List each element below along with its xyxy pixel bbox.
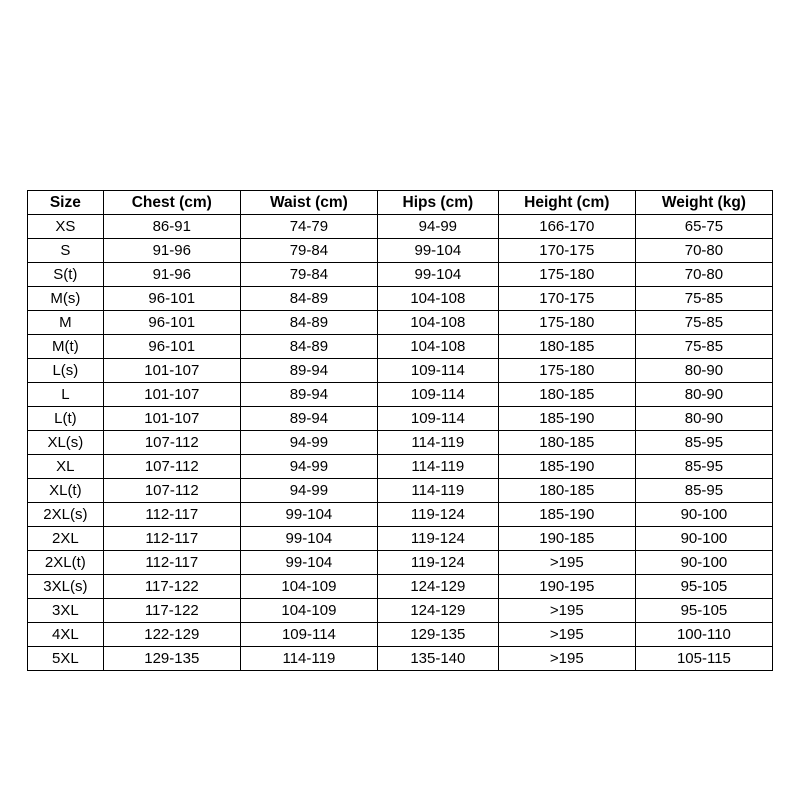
measurement-cell: 112-117 [103,503,240,527]
measurement-cell: 170-175 [498,239,635,263]
table-row [28,335,773,359]
measurement-cell: 65-75 [635,215,772,239]
table-row [28,479,773,503]
table-header [28,191,773,215]
measurement-cell: 99-104 [240,503,377,527]
measurement-cell: 129-135 [103,647,240,671]
measurement-cell: 79-84 [240,239,377,263]
measurement-cell: 185-190 [498,503,635,527]
column-header: Weight (kg) [635,191,772,215]
size-cell: XL(t) [28,479,104,503]
size-cell: M [28,311,104,335]
measurement-cell: 80-90 [635,407,772,431]
measurement-cell: 190-185 [498,527,635,551]
measurement-cell: 104-108 [377,287,498,311]
measurement-cell: 180-185 [498,431,635,455]
measurement-cell: 112-117 [103,527,240,551]
measurement-cell: 99-104 [240,551,377,575]
measurement-cell: 119-124 [377,503,498,527]
measurement-cell: 109-114 [377,407,498,431]
measurement-cell: 107-112 [103,431,240,455]
measurement-cell: 99-104 [240,527,377,551]
measurement-cell: 175-180 [498,359,635,383]
size-cell: XS [28,215,104,239]
size-cell: 4XL [28,623,104,647]
table-body [28,215,773,671]
measurement-cell: 104-109 [240,575,377,599]
measurement-cell: 166-170 [498,215,635,239]
measurement-cell: 85-95 [635,479,772,503]
measurement-cell: 124-129 [377,599,498,623]
size-cell: L(s) [28,359,104,383]
measurement-cell: 91-96 [103,239,240,263]
measurement-cell: 70-80 [635,239,772,263]
measurement-cell: 114-119 [240,647,377,671]
measurement-cell: 99-104 [377,263,498,287]
table-row [28,575,773,599]
table-row [28,239,773,263]
table-row [28,503,773,527]
measurement-cell: 91-96 [103,263,240,287]
measurement-cell: 135-140 [377,647,498,671]
measurement-cell: 107-112 [103,479,240,503]
measurement-cell: 117-122 [103,575,240,599]
measurement-cell: 180-185 [498,383,635,407]
measurement-cell: 109-114 [377,383,498,407]
measurement-cell: 124-129 [377,575,498,599]
size-cell: XL(s) [28,431,104,455]
measurement-cell: 114-119 [377,455,498,479]
measurement-cell: 96-101 [103,311,240,335]
column-header: Waist (cm) [240,191,377,215]
table-row [28,647,773,671]
measurement-cell: 114-119 [377,479,498,503]
measurement-cell: 99-104 [377,239,498,263]
table-row [28,359,773,383]
size-cell: L [28,383,104,407]
measurement-cell: 180-185 [498,479,635,503]
measurement-cell: 95-105 [635,599,772,623]
measurement-cell: 107-112 [103,455,240,479]
measurement-cell: 109-114 [240,623,377,647]
measurement-cell: 74-79 [240,215,377,239]
measurement-cell: 119-124 [377,527,498,551]
table-row [28,311,773,335]
measurement-cell: 75-85 [635,287,772,311]
measurement-cell: 75-85 [635,335,772,359]
measurement-cell: 86-91 [103,215,240,239]
table-row [28,527,773,551]
measurement-cell: 84-89 [240,311,377,335]
measurement-cell: 101-107 [103,359,240,383]
measurement-cell: 90-100 [635,503,772,527]
measurement-cell: 175-180 [498,263,635,287]
column-header: Chest (cm) [103,191,240,215]
table-row [28,431,773,455]
measurement-cell: 185-190 [498,455,635,479]
measurement-cell: 89-94 [240,383,377,407]
measurement-cell: 80-90 [635,359,772,383]
measurement-cell: 185-190 [498,407,635,431]
size-cell: 5XL [28,647,104,671]
measurement-cell: 96-101 [103,287,240,311]
table-row [28,599,773,623]
measurement-cell: 85-95 [635,431,772,455]
measurement-cell: 94-99 [240,455,377,479]
measurement-cell: 112-117 [103,551,240,575]
size-cell: S [28,239,104,263]
table-row [28,263,773,287]
measurement-cell: 101-107 [103,383,240,407]
measurement-cell: 129-135 [377,623,498,647]
measurement-cell: 109-114 [377,359,498,383]
measurement-cell: 180-185 [498,335,635,359]
measurement-cell: 95-105 [635,575,772,599]
measurement-cell: 85-95 [635,455,772,479]
size-cell: XL [28,455,104,479]
column-header: Height (cm) [498,191,635,215]
measurement-cell: >195 [498,623,635,647]
measurement-cell: 90-100 [635,527,772,551]
table-row [28,383,773,407]
measurement-cell: 101-107 [103,407,240,431]
measurement-cell: 100-110 [635,623,772,647]
table-row [28,407,773,431]
table-row [28,455,773,479]
measurement-cell: 117-122 [103,599,240,623]
size-cell: L(t) [28,407,104,431]
table-row [28,215,773,239]
size-cell: 2XL [28,527,104,551]
measurement-cell: 122-129 [103,623,240,647]
size-cell: S(t) [28,263,104,287]
size-cell: 3XL [28,599,104,623]
measurement-cell: 84-89 [240,287,377,311]
size-cell: 2XL(t) [28,551,104,575]
table-row [28,623,773,647]
measurement-cell: 84-89 [240,335,377,359]
measurement-cell: 75-85 [635,311,772,335]
measurement-cell: 79-84 [240,263,377,287]
measurement-cell: 105-115 [635,647,772,671]
measurement-cell: 80-90 [635,383,772,407]
measurement-cell: 94-99 [240,431,377,455]
column-header: Size [28,191,104,215]
table-row [28,287,773,311]
size-cell: M(t) [28,335,104,359]
column-header: Hips (cm) [377,191,498,215]
measurement-cell: 119-124 [377,551,498,575]
measurement-cell: >195 [498,551,635,575]
measurement-cell: 89-94 [240,407,377,431]
measurement-cell: 190-195 [498,575,635,599]
table-header-row [28,191,773,215]
measurement-cell: 104-108 [377,335,498,359]
measurement-cell: 104-109 [240,599,377,623]
measurement-cell: 94-99 [240,479,377,503]
measurement-cell: 90-100 [635,551,772,575]
measurement-cell: 175-180 [498,311,635,335]
measurement-cell: >195 [498,647,635,671]
measurement-cell: 94-99 [377,215,498,239]
measurement-cell: 114-119 [377,431,498,455]
size-cell: 2XL(s) [28,503,104,527]
measurement-cell: >195 [498,599,635,623]
size-cell: M(s) [28,287,104,311]
size-chart-table [27,190,773,671]
table-row [28,551,773,575]
measurement-cell: 170-175 [498,287,635,311]
measurement-cell: 89-94 [240,359,377,383]
size-cell: 3XL(s) [28,575,104,599]
measurement-cell: 70-80 [635,263,772,287]
measurement-cell: 104-108 [377,311,498,335]
size-chart-container [27,190,773,671]
measurement-cell: 96-101 [103,335,240,359]
